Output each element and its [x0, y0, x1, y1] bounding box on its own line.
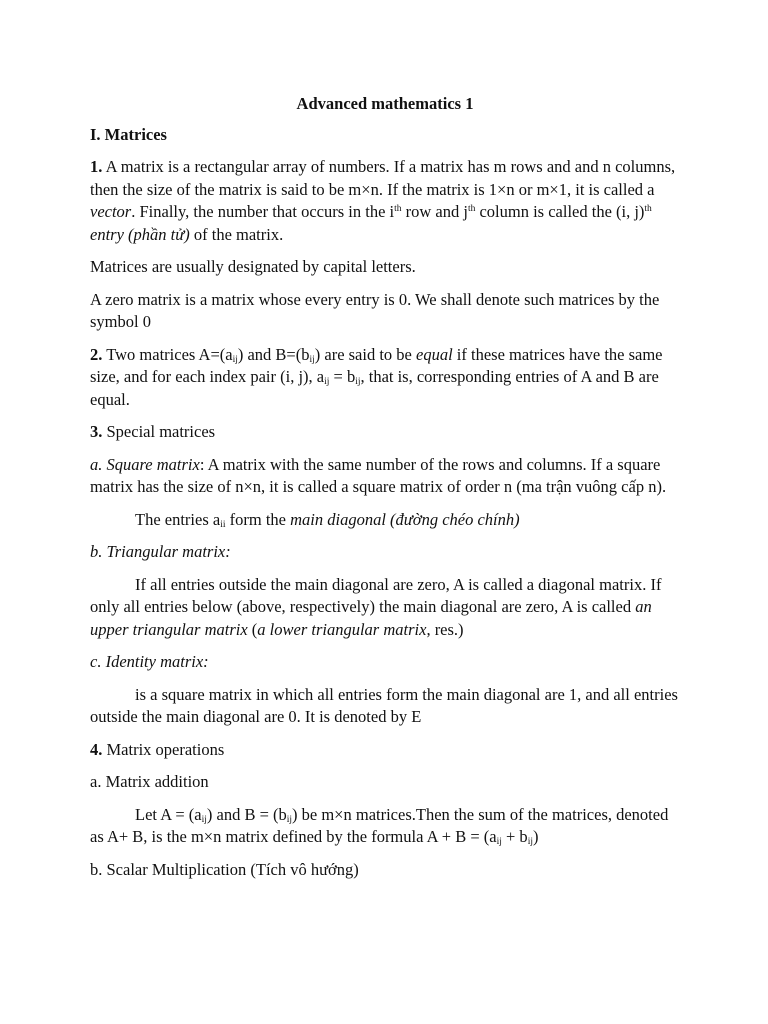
section-heading: I. Matrices [90, 124, 167, 144]
paragraph-equal-matrices: 2. Two matrices $A=(a_{ij})$ and $B=(b_{ij})$ are said to be equal if these matrices have the same size, and for each index pair (i, j), $a_{ij} = b_{ij}$, that is, corresponding entries of A and B are equal. [90, 344, 663, 409]
paragraph-matrix-addition: Let $A = (a_{ij})$ and $B = (b_{ij})$ be m×n matrices.Then the sum of the matrices, denoted as A+ B, is the m×n matrix defined by the formula $A + B = (a_{ij} + b_{ij})$ [90, 804, 669, 847]
label-matrix-addition: a. Matrix addition [90, 772, 209, 791]
paragraph-main-diagonal: The entries $a_{ii}$ form the main diagonal (đường chéo chính) [135, 509, 520, 530]
label-scalar-multiplication: b. Scalar Multiplication (Tích vô hướng) [90, 859, 359, 879]
item-number: 2. [90, 344, 103, 364]
label-identity-matrix: c. Identity matrix: [90, 652, 209, 671]
label-triangular-matrix: b. Triangular matrix: [90, 542, 231, 561]
paragraph-matrix-operations: 4. Matrix operations [90, 739, 225, 759]
paragraph-matrix-definition: 1. A matrix is a rectangular array of numbers. If a matrix has m rows and and n columns, then the size of the matrix is said to be m×n. If the matrix is 1×n or m×1, it is called a vector. Finally, the number that occurs in the $i^{th}$ row and $j^{th}$ column is called the (i, j)$^{th}$ entry (phần tử) of the matrix. [90, 157, 676, 244]
term-square-matrix: a. Square matrix [90, 454, 200, 474]
term-entry: entry (phần tử) [90, 224, 190, 244]
paragraph-triangular-matrix: If all entries outside the main diagonal are zero, A is called a diagonal matrix. If only all entries below (above, respectively) the main diagonal are zero, A is called an upper triangular matrix (a lower triangular matrix, res.) [90, 574, 662, 639]
term-vector: vector [90, 202, 132, 221]
document-title: Advanced mathematics 1 [296, 94, 474, 113]
paragraph-square-matrix: a. Square matrix: A matrix with the same number of the rows and columns. If a square matrix has the size of n×n, it is called a square matrix of order n (ma trận vuông cấp n). [90, 454, 667, 496]
item-number: 1. [90, 157, 103, 176]
paragraph-zero-matrix: A zero matrix is a matrix whose every entry is 0. We shall denote such matrices by the symbol 0 [90, 289, 660, 331]
item-number: 4. [90, 739, 103, 759]
paragraph-capital-letters: Matrices are usually designated by capital letters. [90, 257, 416, 276]
term-upper-triangular: an upper triangular matrix [90, 597, 652, 639]
document-body [90, 93, 680, 891]
term-lower-triangular: a lower triangular matrix [257, 619, 427, 639]
item-number: 3. [90, 422, 103, 441]
paragraph-identity-matrix: is a square matrix in which all entries form the main diagonal are 1, and all entries outside the main diagonal are 0. It is denoted by E [90, 684, 678, 726]
term-equal: equal [416, 344, 453, 364]
term-main-diagonal: main diagonal (đường chéo chính) [290, 509, 520, 529]
paragraph-special-matrices: 3. Special matrices [90, 422, 216, 441]
